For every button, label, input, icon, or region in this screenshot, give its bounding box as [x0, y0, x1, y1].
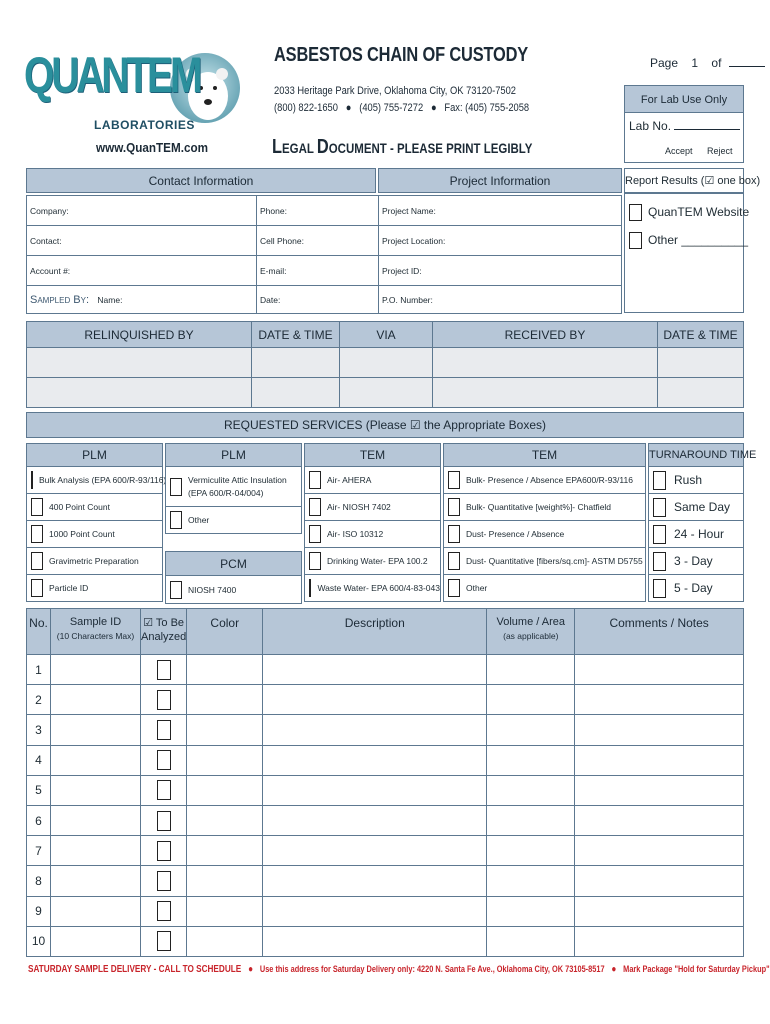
no-header: No. [27, 609, 51, 655]
project-id-field[interactable]: Project ID: [379, 256, 622, 286]
checkbox[interactable] [448, 498, 460, 516]
color-cell[interactable] [187, 775, 263, 805]
tem-option[interactable]: Air- NIOSH 7402 [304, 494, 441, 521]
plm-option[interactable]: 1000 Point Count [26, 521, 163, 548]
sample-id-cell[interactable] [51, 926, 141, 956]
color-cell[interactable] [187, 655, 263, 685]
phone-field[interactable]: Phone: [257, 196, 379, 226]
checkbox[interactable] [31, 579, 43, 597]
turnaround-option[interactable]: Same Day [648, 494, 744, 521]
color-cell[interactable] [187, 866, 263, 896]
comments-cell[interactable] [575, 745, 744, 775]
checkbox[interactable] [157, 660, 171, 680]
tem-option[interactable]: Bulk- Quantitative [weight%]- Chatfield [443, 494, 646, 521]
tem-option[interactable]: Other [443, 575, 646, 602]
comments-header: Comments / Notes [575, 609, 744, 655]
row-number: 10 [27, 926, 51, 956]
sample-row [27, 896, 744, 926]
checkbox[interactable] [653, 579, 666, 598]
relinquished-by-header: RELINQUISHED BY [27, 322, 252, 348]
color-cell[interactable] [187, 926, 263, 956]
lab-phones [274, 102, 529, 114]
checkbox[interactable] [309, 552, 321, 570]
checkbox[interactable] [31, 525, 43, 543]
comments-cell[interactable] [575, 836, 744, 866]
comments-cell[interactable] [575, 896, 744, 926]
row-number: 8 [27, 866, 51, 896]
sample-id-cell[interactable] [51, 685, 141, 715]
comments-cell[interactable] [575, 655, 744, 685]
report-option-other[interactable]: Other __________ [629, 228, 748, 252]
accept-label[interactable]: Accept [665, 146, 693, 156]
to-be-analyzed-cell[interactable] [141, 836, 187, 866]
description-cell[interactable] [263, 805, 487, 835]
tem-option[interactable]: Dust- Quantitative [fibers/sq.cm]- ASTM D5755 [443, 548, 646, 575]
checkbox[interactable] [309, 498, 321, 516]
plm-option[interactable]: 400 Point Count [26, 494, 163, 521]
turnaround-option[interactable]: Rush [648, 467, 744, 494]
custody-table [26, 321, 744, 408]
bullet-icon: ● [425, 102, 442, 114]
via-header: VIA [340, 322, 433, 348]
row-number: 4 [27, 745, 51, 775]
volume-cell[interactable] [487, 655, 575, 685]
plm-option[interactable]: Particle ID [26, 575, 163, 602]
tem-option[interactable]: Dust- Presence / Absence [443, 521, 646, 548]
sample-id-cell[interactable] [51, 655, 141, 685]
phone-local: (405) 755-7272 [359, 102, 424, 114]
email-field[interactable]: E-mail: [257, 256, 379, 286]
reject-label[interactable]: Reject [707, 146, 733, 156]
description-cell[interactable] [263, 836, 487, 866]
to-be-analyzed-cell[interactable] [141, 805, 187, 835]
description-cell[interactable] [263, 685, 487, 715]
logo-sub: LABORATORIES [94, 118, 195, 132]
date-time-cell[interactable] [252, 378, 340, 408]
row-number: 9 [27, 896, 51, 926]
checkbox[interactable] [157, 841, 171, 861]
checkbox[interactable] [448, 525, 460, 543]
bullet-icon: ● [243, 964, 258, 975]
sample-id-header: Sample ID (10 Characters Max) [51, 609, 141, 655]
turnaround-option[interactable]: 24 - Hour [648, 521, 744, 548]
sample-row [27, 745, 744, 775]
volume-cell[interactable] [487, 745, 575, 775]
color-cell[interactable] [187, 805, 263, 835]
lab-address: 2033 Heritage Park Drive, Oklahoma City, OK 73120-7502 [274, 85, 517, 97]
checkbox[interactable] [653, 471, 666, 490]
checkbox[interactable] [629, 204, 642, 221]
date-time-cell[interactable] [252, 348, 340, 378]
checkbox[interactable] [157, 871, 171, 891]
checkbox[interactable] [653, 498, 666, 517]
to-be-analyzed-cell[interactable] [141, 745, 187, 775]
checkbox[interactable] [448, 579, 460, 597]
plm-services-list [26, 467, 167, 602]
turnaround-list [648, 467, 744, 602]
description-cell[interactable] [263, 866, 487, 896]
lab-no-field[interactable] [674, 129, 740, 130]
tem-option[interactable]: Drinking Water- EPA 100.2 [304, 548, 441, 575]
description-header: Description [263, 609, 487, 655]
to-be-analyzed-cell[interactable] [141, 685, 187, 715]
date-time-header-1: DATE & TIME [252, 322, 340, 348]
color-cell[interactable] [187, 896, 263, 926]
cell-phone-field[interactable]: Cell Phone: [257, 226, 379, 256]
sample-date-field[interactable]: Date: [257, 286, 379, 314]
sample-row [27, 715, 744, 745]
contact-info-header: Contact Information [26, 168, 376, 193]
hold-package-text: Mark Package "Hold for Saturday Pickup" [623, 964, 770, 974]
color-cell[interactable] [187, 836, 263, 866]
checkbox[interactable] [170, 511, 182, 529]
relinquished-cell[interactable] [27, 378, 252, 408]
checkbox[interactable] [309, 471, 321, 489]
sampled-by-field[interactable]: Sampled By: Name: [27, 286, 257, 314]
description-cell[interactable] [263, 926, 487, 956]
sample-id-cell[interactable] [51, 836, 141, 866]
website-link[interactable]: www.QuanTEM.com [96, 140, 209, 155]
date-time-cell[interactable] [658, 378, 744, 408]
footer-note [28, 964, 770, 975]
company-field[interactable]: Company: [27, 196, 257, 226]
comments-cell[interactable] [575, 866, 744, 896]
to-be-analyzed-cell[interactable] [141, 866, 187, 896]
row-number: 7 [27, 836, 51, 866]
tem-header-1: TEM [304, 443, 441, 467]
checkbox[interactable] [170, 581, 182, 599]
sample-row [27, 866, 744, 896]
tem-option[interactable]: Air- ISO 10312 [304, 521, 441, 548]
received-cell[interactable] [433, 378, 658, 408]
to-be-analyzed-cell[interactable] [141, 655, 187, 685]
sampled-by-label: Sampled By: [30, 293, 90, 306]
tem-option[interactable]: Bulk- Presence / Absence EPA600/R-93/116 [443, 467, 646, 494]
description-cell[interactable] [263, 655, 487, 685]
phone-tollfree: (800) 822-1650 [274, 102, 338, 114]
turnaround-option[interactable]: 5 - Day [648, 575, 744, 602]
tem-bulk-list [443, 467, 646, 602]
checkbox[interactable] [157, 750, 171, 770]
comments-cell[interactable] [575, 685, 744, 715]
checkbox[interactable] [653, 525, 666, 544]
requested-services-header: REQUESTED SERVICES (Please ☑ the Appropriate Boxes) [26, 412, 744, 438]
checkbox[interactable] [170, 478, 182, 496]
plm-header-2: PLM [165, 443, 302, 467]
volume-cell[interactable] [487, 685, 575, 715]
pcm-option[interactable]: NIOSH 7400 [165, 576, 302, 604]
page-of-label: of [711, 56, 722, 70]
checkbox[interactable] [157, 901, 171, 921]
lab-no-label: Lab No. [629, 119, 740, 133]
checkbox[interactable] [653, 552, 666, 571]
received-cell[interactable] [433, 348, 658, 378]
to-be-analyzed-cell[interactable] [141, 775, 187, 805]
checkbox[interactable] [157, 931, 171, 951]
color-cell[interactable] [187, 745, 263, 775]
row-number: 5 [27, 775, 51, 805]
fax-number: Fax: (405) 755-2058 [444, 102, 530, 114]
row-number: 2 [27, 685, 51, 715]
bullet-icon: ● [340, 102, 357, 114]
sample-row [27, 775, 744, 805]
description-cell[interactable] [263, 745, 487, 775]
contact-project-table [26, 195, 622, 314]
lab-use-title: For Lab Use Only [624, 85, 744, 113]
sample-row [27, 805, 744, 835]
bullet-icon: ● [606, 964, 621, 975]
sample-id-cell[interactable] [51, 745, 141, 775]
tem-air-list [304, 467, 441, 602]
color-cell[interactable] [187, 685, 263, 715]
report-option-website[interactable]: QuanTEM Website [629, 200, 749, 224]
volume-cell[interactable] [487, 775, 575, 805]
page-indicator [650, 56, 765, 70]
row-number: 6 [27, 805, 51, 835]
legal-notice: LEGAL DOCUMENT - PLEASE PRINT LEGIBLY [272, 136, 533, 158]
project-name-field[interactable]: Project Name: [379, 196, 622, 226]
row-number: 1 [27, 655, 51, 685]
volume-cell[interactable] [487, 715, 575, 745]
tem-option[interactable]: Waste Water- EPA 600/4-83-043 [304, 575, 441, 602]
sample-row [27, 685, 744, 715]
to-be-analyzed-header: ☑ To Be Analyzed [141, 609, 187, 655]
comments-cell[interactable] [575, 805, 744, 835]
sample-row [27, 836, 744, 866]
checkbox[interactable] [31, 471, 33, 489]
page-label: Page [650, 56, 679, 70]
plm-option[interactable]: Gravimetric Preparation [26, 548, 163, 575]
volume-cell[interactable] [487, 805, 575, 835]
sample-id-cell[interactable] [51, 805, 141, 835]
date-time-cell[interactable] [658, 348, 744, 378]
sample-row [27, 926, 744, 956]
report-results-panel [624, 193, 750, 313]
checkbox[interactable] [157, 720, 171, 740]
project-location-field[interactable]: Project Location: [379, 226, 622, 256]
plm-other-option[interactable]: Other [165, 507, 302, 534]
sample-id-cell[interactable] [51, 775, 141, 805]
sample-id-cell[interactable] [51, 896, 141, 926]
samples-table [26, 608, 744, 957]
checkbox[interactable] [629, 232, 642, 249]
saturday-address-text: Use this address for Saturday Delivery only: 4220 N. Santa Fe Ave., Oklahoma City, OK 73105-8517 [259, 964, 605, 974]
page-title: ASBESTOS CHAIN OF CUSTODY [274, 44, 529, 66]
via-cell[interactable] [340, 348, 433, 378]
row-number: 3 [27, 715, 51, 745]
logo-brand: QUANTEM [24, 47, 200, 103]
contact-field[interactable]: Contact: [27, 226, 257, 256]
checkbox[interactable] [157, 690, 171, 710]
color-cell[interactable] [187, 715, 263, 745]
checkbox[interactable] [157, 811, 171, 831]
sample-id-cell[interactable] [51, 866, 141, 896]
tem-option[interactable]: Air- AHERA [304, 467, 441, 494]
volume-cell[interactable] [487, 926, 575, 956]
report-results-header: Report Results (☑ one box) [624, 168, 744, 193]
lab-use-panel [624, 85, 744, 163]
volume-cell[interactable] [487, 866, 575, 896]
description-cell[interactable] [263, 896, 487, 926]
to-be-analyzed-cell[interactable] [141, 926, 187, 956]
account-field[interactable]: Account #: [27, 256, 257, 286]
checkbox[interactable] [448, 552, 460, 570]
plm-option[interactable]: Bulk Analysis (EPA 600/R-93/116) [26, 467, 163, 494]
comments-cell[interactable] [575, 926, 744, 956]
color-header: Color [187, 609, 263, 655]
via-cell[interactable] [340, 378, 433, 408]
checkbox[interactable] [448, 471, 460, 489]
checkbox[interactable] [157, 780, 171, 800]
page-number: 1 [691, 56, 699, 70]
logo [22, 40, 242, 136]
sample-id-cell[interactable] [51, 715, 141, 745]
page-total-field[interactable] [729, 66, 765, 67]
volume-cell[interactable] [487, 896, 575, 926]
checkbox[interactable] [31, 552, 43, 570]
turnaround-option[interactable]: 3 - Day [648, 548, 744, 575]
plm-vermiculite-option[interactable]: Vermiculite Attic Insulation (EPA 600/R-04/004) [165, 467, 302, 507]
date-time-header-2: DATE & TIME [658, 322, 744, 348]
turnaround-header: TURNAROUND TIME [648, 443, 744, 467]
description-cell[interactable] [263, 715, 487, 745]
pcm-header: PCM [165, 551, 302, 576]
saturday-delivery-text: SATURDAY SAMPLE DELIVERY - CALL TO SCHEDULE [28, 964, 242, 975]
comments-cell[interactable] [575, 775, 744, 805]
volume-header: Volume / Area (as applicable) [487, 609, 575, 655]
checkbox[interactable] [31, 498, 43, 516]
checkbox[interactable] [309, 525, 321, 543]
volume-cell[interactable] [487, 836, 575, 866]
tem-header-2: TEM [443, 443, 646, 467]
relinquished-cell[interactable] [27, 348, 252, 378]
received-by-header: RECEIVED BY [433, 322, 658, 348]
checkbox[interactable] [309, 579, 311, 597]
to-be-analyzed-cell[interactable] [141, 896, 187, 926]
comments-cell[interactable] [575, 715, 744, 745]
description-cell[interactable] [263, 775, 487, 805]
project-info-header: Project Information [378, 168, 622, 193]
po-number-field[interactable]: P.O. Number: [379, 286, 622, 314]
plm-header-1: PLM [26, 443, 163, 467]
sample-row [27, 655, 744, 685]
to-be-analyzed-cell[interactable] [141, 715, 187, 745]
